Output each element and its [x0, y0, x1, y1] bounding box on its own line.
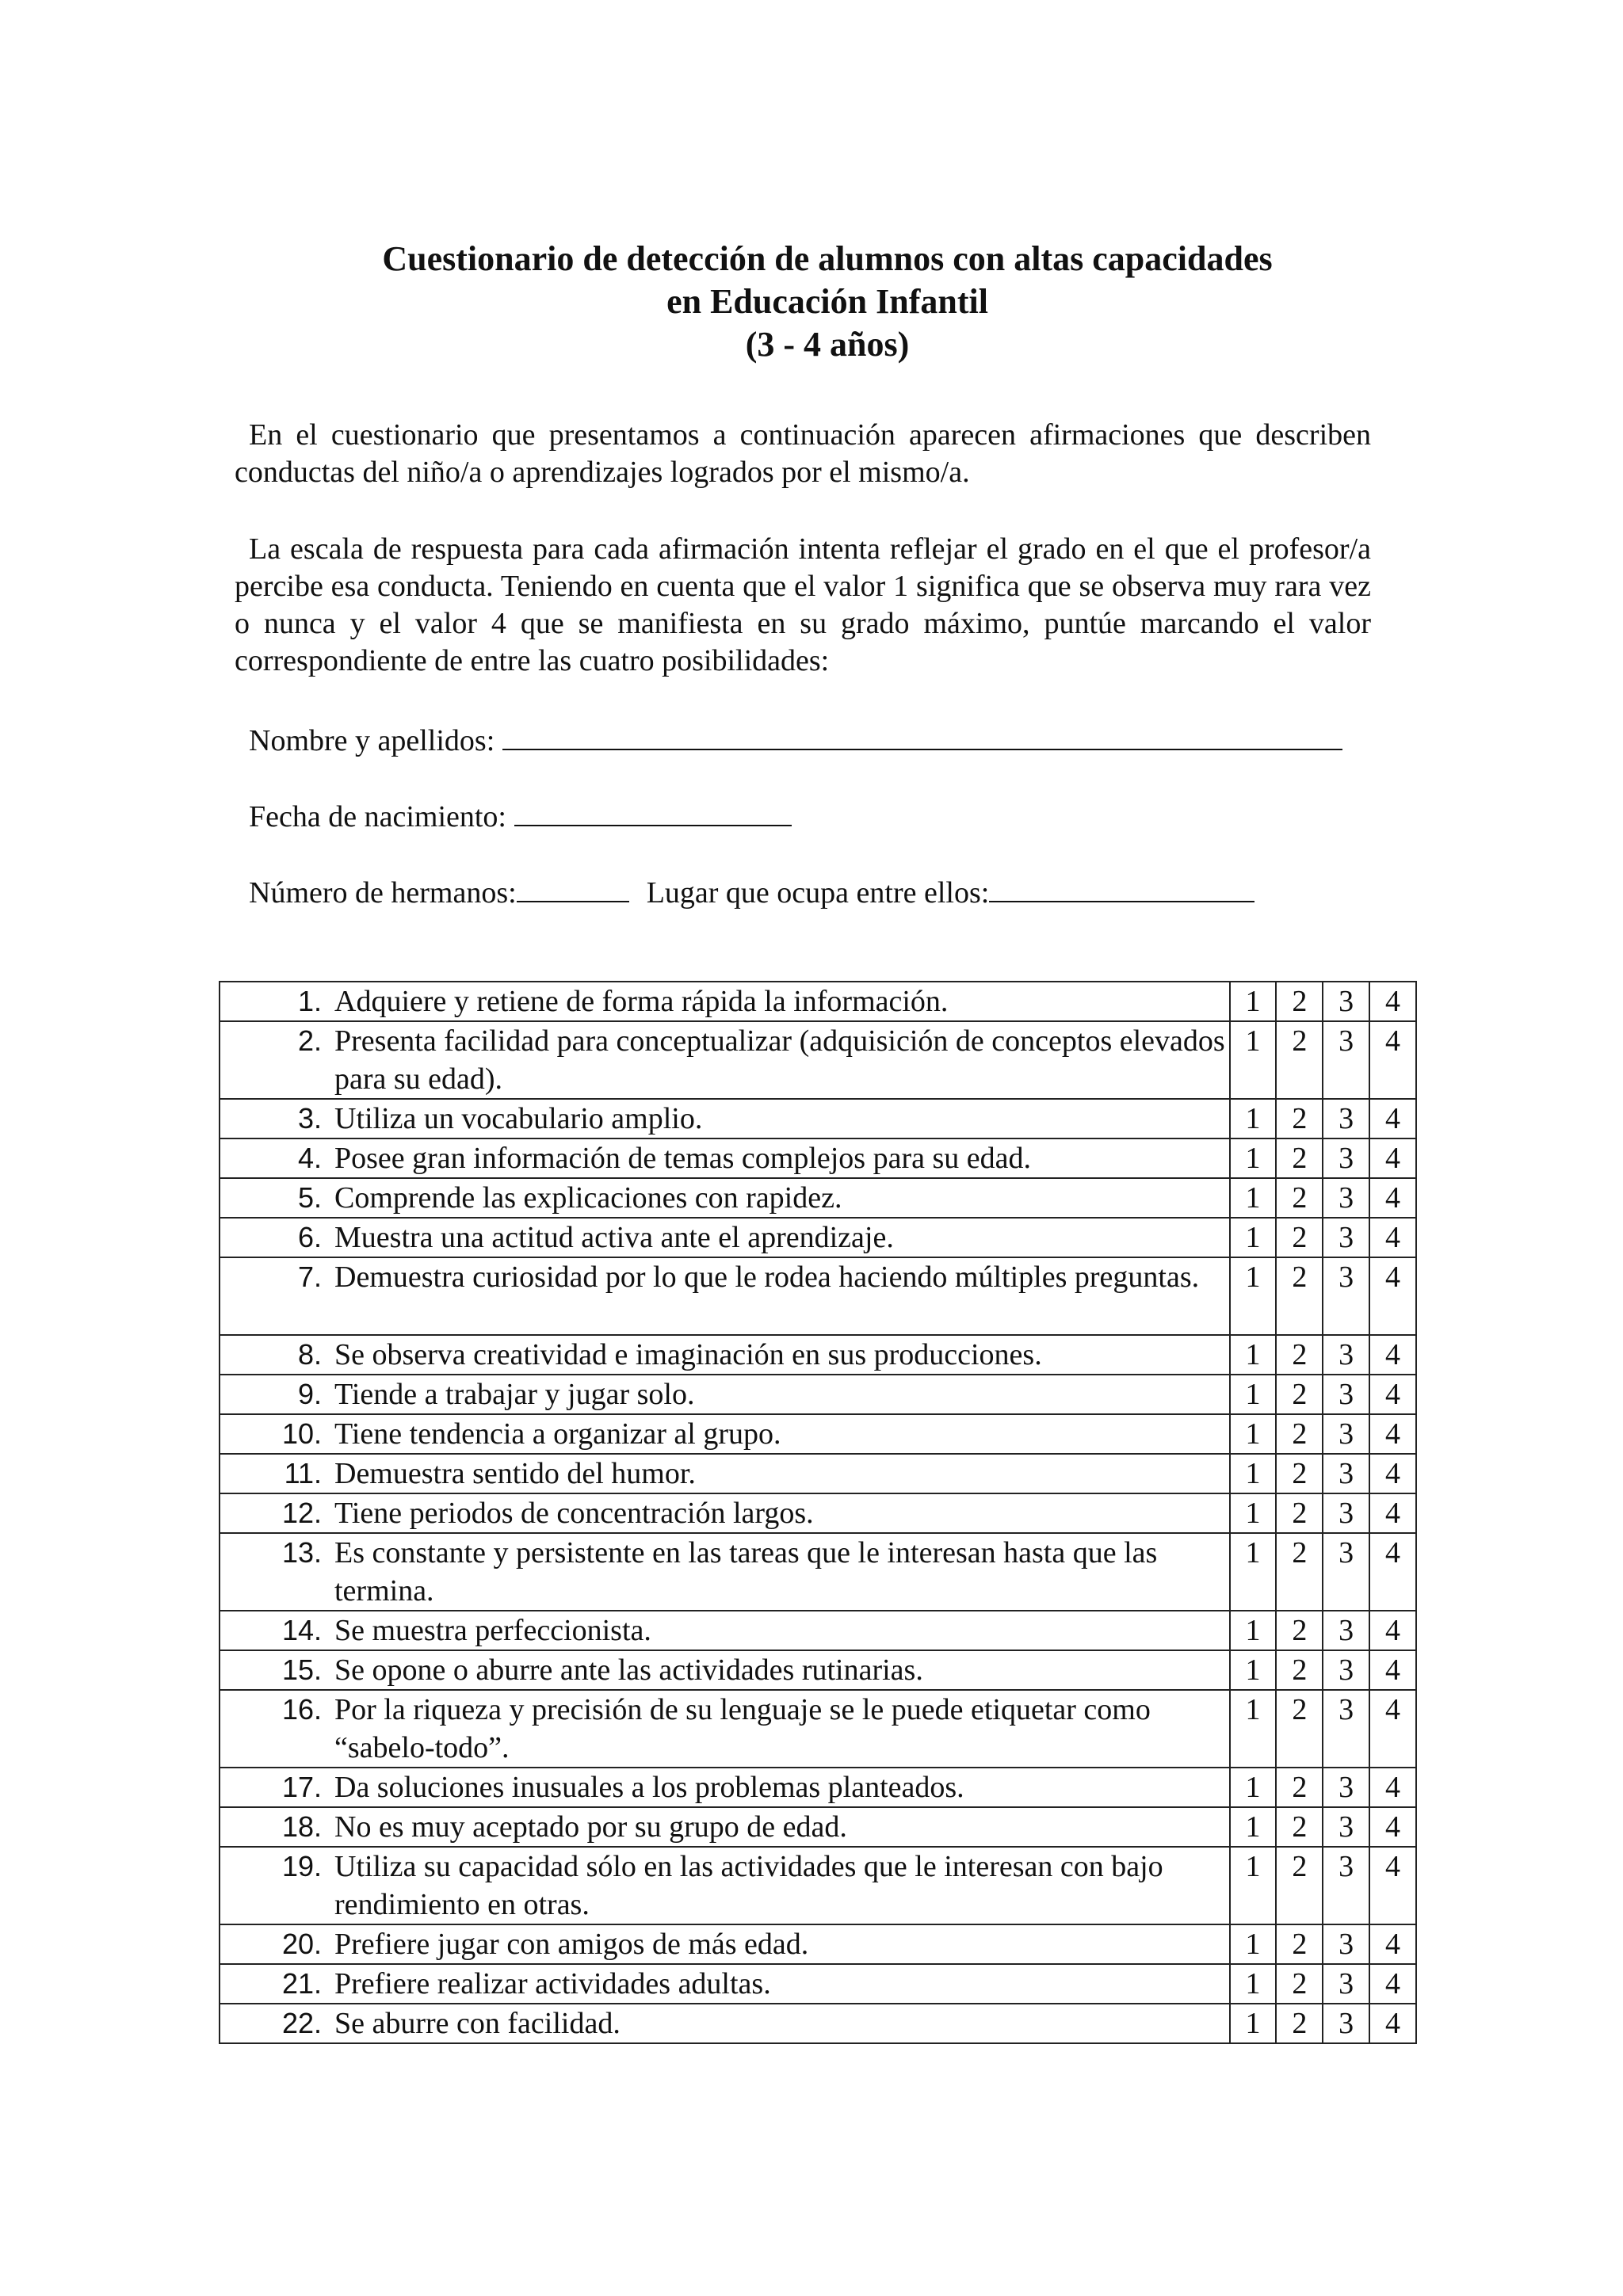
score-option-4[interactable]: 4: [1369, 1099, 1416, 1138]
score-option-1[interactable]: 1: [1230, 1807, 1277, 1847]
score-option-1[interactable]: 1: [1230, 1375, 1277, 1414]
item-text: Muestra una actitud activa ante el aprendizaje.: [334, 1221, 894, 1254]
item-number: 20.: [281, 1928, 322, 1960]
item-text: Posee gran información de temas complejos para su edad.: [334, 1142, 1031, 1175]
score-option-3[interactable]: 3: [1323, 1375, 1369, 1414]
siblings-label: Número de hermanos:: [249, 876, 517, 910]
score-option-4[interactable]: 4: [1369, 1493, 1416, 1533]
score-option-1[interactable]: 1: [1230, 1454, 1277, 1493]
item-text: Prefiere jugar con amigos de más edad.: [334, 1928, 809, 1961]
score-option-3[interactable]: 3: [1323, 1454, 1369, 1493]
item-text: Es constante y persistente en las tareas que le interesan hasta que las termina.: [334, 1536, 1158, 1608]
item-statement-cell: [220, 1218, 1230, 1257]
score-option-2[interactable]: 2: [1276, 1964, 1323, 2004]
document-title: [0, 238, 1623, 366]
item-number: 6.: [297, 1221, 322, 1253]
score-option-4[interactable]: 4: [1369, 1375, 1416, 1414]
table-row: [220, 2004, 1416, 2043]
table-row: [220, 1493, 1416, 1533]
score-option-2[interactable]: 2: [1276, 1138, 1323, 1178]
item-text: Tiende a trabajar y jugar solo.: [334, 1378, 695, 1411]
item-number: 21.: [281, 1967, 322, 2000]
score-option-1[interactable]: 1: [1230, 1021, 1277, 1099]
item-statement-cell: [220, 1964, 1230, 2004]
item-statement-cell: [220, 1768, 1230, 1807]
item-text: Utiliza su capacidad sólo en las actividades que le interesan con bajo rendimiento en otras.: [334, 1850, 1163, 1921]
score-option-2[interactable]: 2: [1276, 1847, 1323, 1924]
score-option-2[interactable]: 2: [1276, 1924, 1323, 1964]
score-option-3[interactable]: 3: [1323, 1807, 1369, 1847]
item-number: 11.: [284, 1457, 322, 1489]
item-statement-cell: [220, 2004, 1230, 2043]
table-row: [220, 1768, 1416, 1807]
table-row: [220, 1533, 1416, 1611]
intro-paragraph-2: La escala de respuesta para cada afirmación intenta reflejar el grado en el que el profesor/a percibe esa conducta. Teniendo en cuenta que el valor 1 significa que se observa muy rara vez o nunca y el valor 4 que se manifiesta en su grado máximo, puntúe marcando el valor correspondiente de entre las cuatro posibilidades:: [235, 532, 1371, 677]
item-statement-cell: [220, 1021, 1230, 1099]
item-statement-cell: [220, 1257, 1230, 1335]
score-option-4[interactable]: 4: [1369, 1690, 1416, 1768]
siblings-blank[interactable]: [517, 875, 629, 902]
item-text: Utiliza un vocabulario amplio.: [334, 1102, 703, 1135]
item-statement-cell: [220, 1178, 1230, 1218]
item-number: 5.: [297, 1181, 322, 1214]
item-statement-cell: [220, 1335, 1230, 1375]
score-option-3[interactable]: 3: [1323, 1964, 1369, 2004]
item-text: Adquiere y retiene de forma rápida la información.: [334, 985, 949, 1018]
score-option-4[interactable]: 4: [1369, 1335, 1416, 1375]
item-number: 12.: [281, 1497, 322, 1529]
item-number: 14.: [281, 1614, 322, 1646]
score-option-2[interactable]: 2: [1276, 982, 1323, 1021]
score-option-1[interactable]: 1: [1230, 1650, 1277, 1690]
item-statement-cell: [220, 1375, 1230, 1414]
score-option-2[interactable]: 2: [1276, 1021, 1323, 1099]
score-option-1[interactable]: 1: [1230, 1414, 1277, 1454]
score-option-3[interactable]: 3: [1323, 1414, 1369, 1454]
item-statement-cell: [220, 1138, 1230, 1178]
score-option-2[interactable]: 2: [1276, 1533, 1323, 1611]
score-option-2[interactable]: 2: [1276, 1375, 1323, 1414]
score-option-4[interactable]: 4: [1369, 1454, 1416, 1493]
position-blank[interactable]: [989, 875, 1254, 902]
score-option-4[interactable]: 4: [1369, 1138, 1416, 1178]
score-option-3[interactable]: 3: [1323, 1099, 1369, 1138]
table-row: [220, 1690, 1416, 1768]
item-text: Tiene tendencia a organizar al grupo.: [334, 1417, 781, 1451]
item-text: Prefiere realizar actividades adultas.: [334, 1967, 771, 2000]
item-number: 13.: [281, 1536, 322, 1569]
item-number: 10.: [281, 1417, 322, 1450]
item-number: 17.: [281, 1771, 322, 1803]
score-option-2[interactable]: 2: [1276, 1178, 1323, 1218]
score-option-3[interactable]: 3: [1323, 1768, 1369, 1807]
siblings-field: [249, 875, 1254, 911]
score-option-4[interactable]: 4: [1369, 1533, 1416, 1611]
table-row: [220, 1924, 1416, 1964]
item-text: Se aburre con facilidad.: [334, 2007, 621, 2040]
score-option-3[interactable]: 3: [1323, 982, 1369, 1021]
score-option-2[interactable]: 2: [1276, 1414, 1323, 1454]
item-statement-cell: [220, 1807, 1230, 1847]
item-number: 8.: [297, 1338, 322, 1371]
table-row: [220, 1847, 1416, 1924]
item-statement-cell: [220, 1611, 1230, 1650]
score-option-1[interactable]: 1: [1230, 1218, 1277, 1257]
item-number: 2.: [297, 1024, 322, 1057]
score-option-1[interactable]: 1: [1230, 1768, 1277, 1807]
score-option-1[interactable]: 1: [1230, 1257, 1277, 1335]
score-option-4[interactable]: 4: [1369, 2004, 1416, 2043]
table-row: [220, 1650, 1416, 1690]
score-option-4[interactable]: 4: [1369, 982, 1416, 1021]
score-option-3[interactable]: 3: [1323, 1690, 1369, 1768]
score-option-3[interactable]: 3: [1323, 1493, 1369, 1533]
score-option-4[interactable]: 4: [1369, 1847, 1416, 1924]
item-number: 15.: [281, 1653, 322, 1686]
item-text: Se muestra perfeccionista.: [334, 1614, 651, 1647]
item-statement-cell: [220, 1099, 1230, 1138]
score-option-1[interactable]: 1: [1230, 1924, 1277, 1964]
table-row: [220, 1807, 1416, 1847]
birthdate-blank[interactable]: [514, 799, 792, 826]
name-field: [249, 723, 1342, 759]
item-text: Da soluciones inusuales a los problemas planteados.: [334, 1771, 964, 1804]
score-option-4[interactable]: 4: [1369, 1611, 1416, 1650]
score-option-2[interactable]: 2: [1276, 1099, 1323, 1138]
name-label: Nombre y apellidos:: [249, 724, 502, 757]
table-row: [220, 1375, 1416, 1414]
score-option-1[interactable]: 1: [1230, 1138, 1277, 1178]
position-label: Lugar que ocupa entre ellos:: [646, 876, 990, 910]
score-option-3[interactable]: 3: [1323, 1533, 1369, 1611]
item-statement-cell: [220, 1690, 1230, 1768]
item-statement-cell: [220, 1533, 1230, 1611]
score-option-2[interactable]: 2: [1276, 1690, 1323, 1768]
item-text: Tiene periodos de concentración largos.: [334, 1497, 814, 1530]
score-option-2[interactable]: 2: [1276, 1335, 1323, 1375]
table-row: [220, 1611, 1416, 1650]
item-statement-cell: [220, 1414, 1230, 1454]
score-option-4[interactable]: 4: [1369, 1924, 1416, 1964]
score-option-3[interactable]: 3: [1323, 1335, 1369, 1375]
item-statement-cell: [220, 1924, 1230, 1964]
score-option-3[interactable]: 3: [1323, 1924, 1369, 1964]
score-option-1[interactable]: 1: [1230, 1099, 1277, 1138]
table-row: [220, 1021, 1416, 1099]
item-number: 22.: [281, 2007, 322, 2039]
item-number: 9.: [297, 1378, 322, 1410]
score-option-3[interactable]: 3: [1323, 1178, 1369, 1218]
score-option-2[interactable]: 2: [1276, 2004, 1323, 2043]
item-text: Comprende las explicaciones con rapidez.: [334, 1181, 842, 1215]
score-option-2[interactable]: 2: [1276, 1807, 1323, 1847]
birthdate-field: [249, 799, 792, 835]
name-blank[interactable]: [502, 723, 1342, 750]
score-option-2[interactable]: 2: [1276, 1218, 1323, 1257]
score-option-1[interactable]: 1: [1230, 1690, 1277, 1768]
score-option-3[interactable]: 3: [1323, 1650, 1369, 1690]
item-number: 7.: [297, 1261, 322, 1293]
score-option-1[interactable]: 1: [1230, 1493, 1277, 1533]
score-option-4[interactable]: 4: [1369, 1414, 1416, 1454]
score-option-1[interactable]: 1: [1230, 2004, 1277, 2043]
birthdate-label: Fecha de nacimiento:: [249, 800, 514, 833]
score-option-4[interactable]: 4: [1369, 1807, 1416, 1847]
score-option-1[interactable]: 1: [1230, 1611, 1277, 1650]
table-row: [220, 1178, 1416, 1218]
table-row: [220, 1218, 1416, 1257]
score-option-2[interactable]: 2: [1276, 1454, 1323, 1493]
item-text: Presenta facilidad para conceptualizar (adquisición de conceptos elevados para su edad).: [334, 1024, 1225, 1096]
item-text: Demuestra sentido del humor.: [334, 1457, 696, 1490]
score-option-3[interactable]: 3: [1323, 1218, 1369, 1257]
table-row: [220, 1138, 1416, 1178]
score-option-4[interactable]: 4: [1369, 1768, 1416, 1807]
table-row: [220, 1257, 1416, 1335]
title-line-2: en Educación Infantil: [666, 282, 988, 321]
item-text: Se opone o aburre ante las actividades rutinarias.: [334, 1653, 923, 1687]
item-text: No es muy aceptado por su grupo de edad.: [334, 1810, 847, 1844]
item-text: Demuestra curiosidad por lo que le rodea haciendo múltiples preguntas.: [334, 1261, 1200, 1294]
score-option-1[interactable]: 1: [1230, 1335, 1277, 1375]
score-option-2[interactable]: 2: [1276, 1493, 1323, 1533]
title-line-1: Cuestionario de detección de alumnos con altas capacidades: [382, 239, 1273, 278]
item-text: Se observa creatividad e imaginación en sus producciones.: [334, 1338, 1042, 1371]
table-row: [220, 1454, 1416, 1493]
score-option-1[interactable]: 1: [1230, 1533, 1277, 1611]
score-option-2[interactable]: 2: [1276, 1257, 1323, 1335]
intro-paragraph-1: En el cuestionario que presentamos a continuación aparecen afirmaciones que describen conductas del niño/a o aprendizajes logrados por el mismo/a.: [235, 418, 1371, 489]
score-option-3[interactable]: 3: [1323, 1021, 1369, 1099]
table-row: [220, 1099, 1416, 1138]
questionnaire-table: [219, 981, 1417, 2044]
score-option-3[interactable]: 3: [1323, 1611, 1369, 1650]
score-option-1[interactable]: 1: [1230, 1847, 1277, 1924]
score-option-4[interactable]: 4: [1369, 1178, 1416, 1218]
table-row: [220, 1414, 1416, 1454]
item-number: 3.: [297, 1102, 322, 1135]
score-option-2[interactable]: 2: [1276, 1768, 1323, 1807]
item-number: 1.: [297, 985, 322, 1017]
item-number: 16.: [281, 1693, 322, 1726]
score-option-3[interactable]: 3: [1323, 1138, 1369, 1178]
score-option-4[interactable]: 4: [1369, 1218, 1416, 1257]
item-statement-cell: [220, 1650, 1230, 1690]
score-option-2[interactable]: 2: [1276, 1650, 1323, 1690]
score-option-4[interactable]: 4: [1369, 1650, 1416, 1690]
item-statement-cell: [220, 982, 1230, 1021]
table-row: [220, 982, 1416, 1021]
table-row: [220, 1335, 1416, 1375]
score-option-1[interactable]: 1: [1230, 982, 1277, 1021]
score-option-4[interactable]: 4: [1369, 1021, 1416, 1099]
item-text: Por la riqueza y precisión de su lenguaje se le puede etiquetar como “sabelo-todo”.: [334, 1693, 1151, 1764]
item-number: 4.: [297, 1142, 322, 1174]
title-line-3: (3 - 4 años): [745, 325, 910, 364]
score-option-3[interactable]: 3: [1323, 2004, 1369, 2043]
score-option-1[interactable]: 1: [1230, 1964, 1277, 2004]
score-option-2[interactable]: 2: [1276, 1611, 1323, 1650]
score-option-4[interactable]: 4: [1369, 1257, 1416, 1335]
score-option-3[interactable]: 3: [1323, 1257, 1369, 1335]
score-option-1[interactable]: 1: [1230, 1178, 1277, 1218]
item-statement-cell: [220, 1454, 1230, 1493]
score-option-3[interactable]: 3: [1323, 1847, 1369, 1924]
table-row: [220, 1964, 1416, 2004]
item-statement-cell: [220, 1847, 1230, 1924]
item-statement-cell: [220, 1493, 1230, 1533]
item-number: 19.: [281, 1850, 322, 1882]
score-option-4[interactable]: 4: [1369, 1964, 1416, 2004]
item-number: 18.: [281, 1810, 322, 1843]
